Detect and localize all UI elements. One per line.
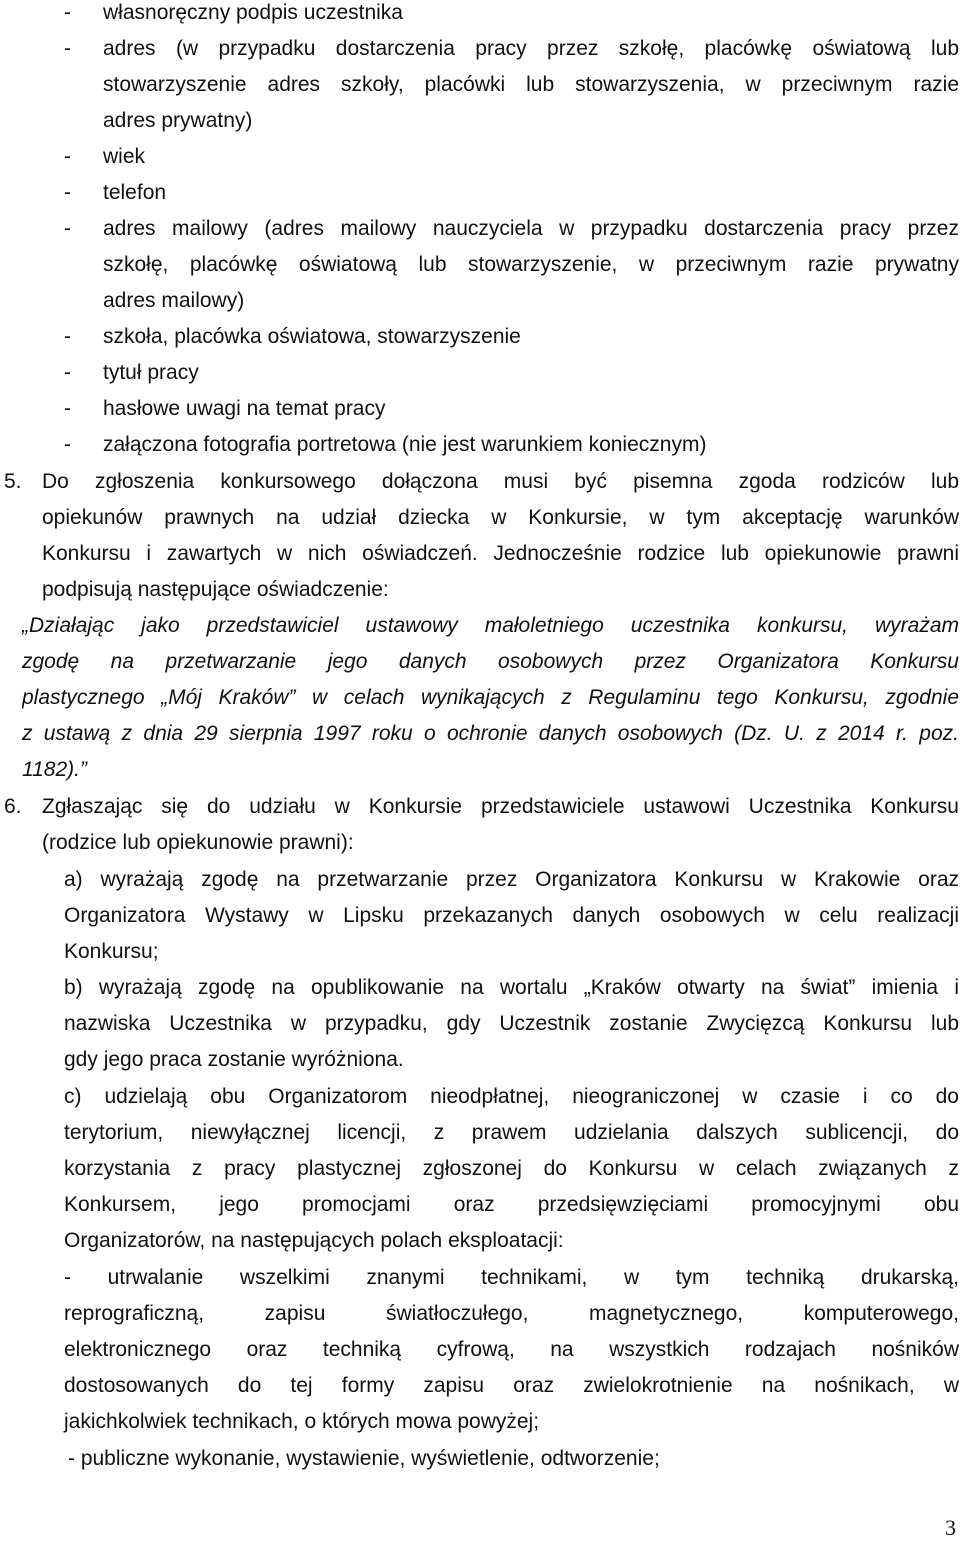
list-dash: -: [64, 397, 71, 420]
paragraph-line: podpisują następujące oświadczenie:: [42, 578, 389, 601]
sub-point-c-line: Konkursem, jego promocjami oraz przedsięwzięciami promocyjnymi obu: [64, 1193, 959, 1216]
sub-point-b-line: b) wyrażają zgodę na opublikowanie na wortalu „Kraków otwarty na świat” imienia i: [64, 976, 959, 999]
exploitation-field-line: elektronicznego oraz techniką cyfrową, na wszystkich rodzajach nośników: [64, 1338, 959, 1361]
list-item-text: adres mailowy (adres mailowy nauczyciela w przypadku dostarczenia pracy przez: [103, 217, 959, 240]
sub-point-a-line: Organizatora Wystawy w Lipsku przekazanych danych osobowych w celu realizacji: [64, 904, 959, 927]
consent-statement-line: zgodę na przetwarzanie jego danych osobowych przez Organizatora Konkursu: [22, 650, 959, 673]
paragraph-line: opiekunów prawnych na udział dziecka w Konkursie, w tym akceptację warunków: [42, 506, 959, 529]
consent-statement-line: z ustawą z dnia 29 sierpnia 1997 roku o ochronie danych osobowych (Dz. U. z 2014 r. poz.: [22, 722, 959, 745]
list-dash: -: [64, 145, 71, 168]
list-item-text: stowarzyszenie adres szkoły, placówki lub stowarzyszenia, w przeciwnym razie: [103, 73, 959, 96]
list-item-text: szkoła, placówka oświatowa, stowarzyszenie: [103, 325, 521, 348]
list-item-text: adres (w przypadku dostarczenia pracy przez szkołę, placówkę oświatową lub: [103, 37, 959, 60]
paragraph-line: Konkursu i zawartych w nich oświadczeń. Jednocześnie rodzice lub opiekunowie prawni: [42, 542, 959, 565]
page-number: 3: [945, 1515, 956, 1540]
list-item-text: hasłowe uwagi na temat pracy: [103, 397, 386, 420]
exploitation-field-line: - publiczne wykonanie, wystawienie, wyświetlenie, odtworzenie;: [68, 1447, 660, 1470]
sub-point-a-line: Konkursu;: [64, 940, 159, 963]
list-dash: -: [64, 361, 71, 384]
exploitation-field-line: jakichkolwiek technikach, o których mowa powyżej;: [64, 1410, 540, 1433]
list-item-text: wiek: [103, 145, 146, 168]
exploitation-field-line: reprograficzną, zapisu światłoczułego, magnetycznego, komputerowego,: [64, 1302, 959, 1325]
list-dash: -: [64, 217, 71, 240]
list-dash: -: [64, 325, 71, 348]
list-item-text: adres mailowy): [103, 289, 245, 312]
sub-point-a-line: a) wyrażają zgodę na przetwarzanie przez Organizatora Konkursu w Krakowie oraz: [64, 868, 959, 891]
sub-point-b-line: gdy jego praca zostanie wyróżniona.: [64, 1048, 404, 1071]
sub-point-c-line: terytorium, niewyłącznej licencji, z prawem udzielania dalszych sublicencji, do: [64, 1121, 959, 1144]
paragraph-line: (rodzice lub opiekunowie prawni):: [42, 831, 354, 854]
sub-point-b-line: nazwiska Uczestnika w przypadku, gdy Uczestnik zostanie Zwycięzcą Konkursu lub: [64, 1012, 959, 1035]
list-dash: -: [64, 433, 71, 456]
section-number: 6.: [4, 795, 22, 818]
list-item-text: załączona fotografia portretowa (nie jest warunkiem koniecznym): [103, 433, 707, 456]
exploitation-field-line: - utrwalanie wszelkimi znanymi technikami, w tym techniką drukarską,: [64, 1266, 959, 1289]
list-item-text: telefon: [103, 181, 167, 204]
list-dash: -: [64, 1, 71, 24]
list-item-text: tytuł pracy: [103, 361, 199, 384]
consent-statement-line: „Działając jako przedstawiciel ustawowy małoletniego uczestnika konkursu, wyrażam: [22, 614, 959, 637]
list-item-text: własnoręczny podpis uczestnika: [103, 1, 403, 24]
consent-statement-line: 1182).”: [22, 758, 87, 781]
exploitation-field-line: dostosowanych do tej formy zapisu oraz zwielokrotnienie na nośnikach, w: [64, 1374, 959, 1397]
list-item-text: adres prywatny): [103, 109, 253, 132]
sub-point-c-line: Organizatorów, na następujących polach eksploatacji:: [64, 1229, 564, 1252]
paragraph-line: Do zgłoszenia konkursowego dołączona musi być pisemna zgoda rodziców lub: [42, 470, 959, 493]
section-number: 5.: [4, 470, 22, 493]
list-dash: -: [64, 37, 71, 60]
list-item-text: szkołę, placówkę oświatową lub stowarzyszenie, w przeciwnym razie prywatny: [103, 253, 959, 276]
list-dash: -: [64, 181, 71, 204]
sub-point-c-line: korzystania z pracy plastycznej zgłoszonej do Konkursu w celach związanych z: [64, 1157, 959, 1180]
sub-point-c-line: c) udzielają obu Organizatorom nieodpłatnej, nieograniczonej w czasie i co do: [64, 1085, 959, 1108]
consent-statement-line: plastycznego „Mój Kraków” w celach wynikających z Regulaminu tego Konkursu, zgodnie: [22, 686, 959, 709]
paragraph-line: Zgłaszając się do udziału w Konkursie przedstawiciele ustawowi Uczestnika Konkursu: [42, 795, 959, 818]
